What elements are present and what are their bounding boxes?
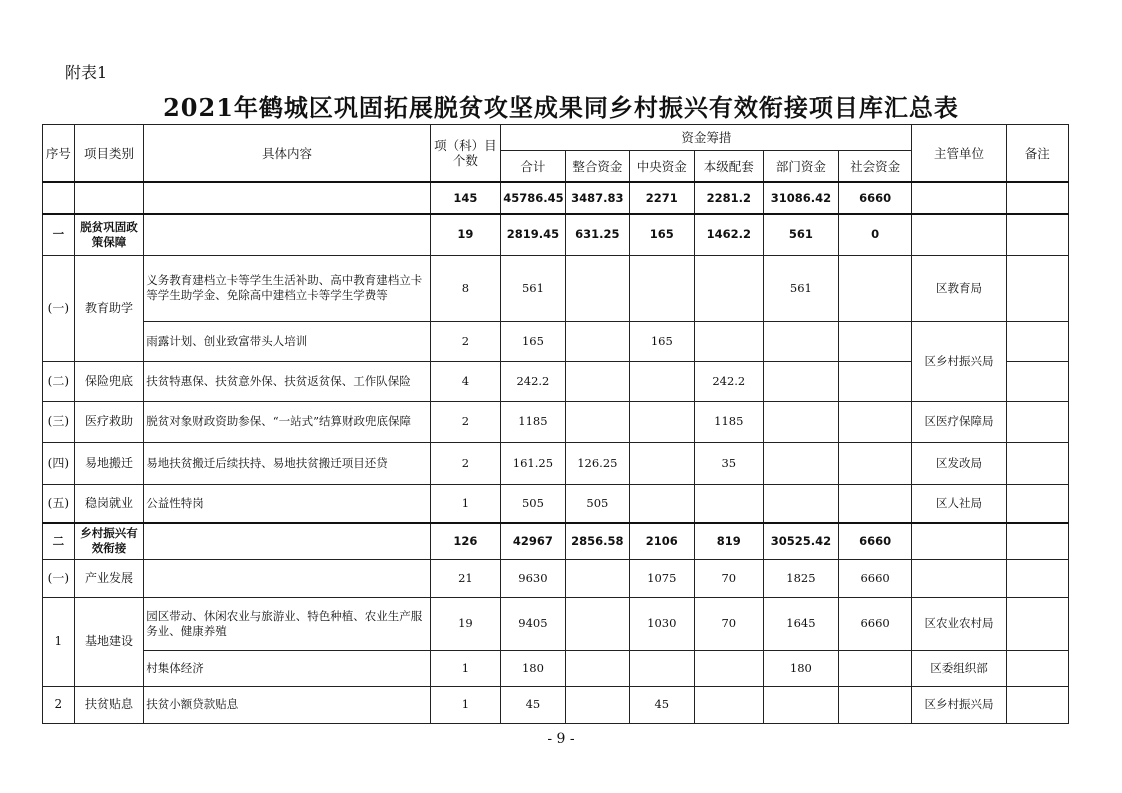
row-note — [1006, 442, 1068, 484]
header-integrated: 整合资金 — [565, 151, 629, 183]
row-social — [838, 484, 912, 523]
section-total: 42967 — [501, 523, 565, 559]
summary-central: 2271 — [630, 182, 694, 214]
row-count: 1 — [430, 484, 501, 523]
section-count: 126 — [430, 523, 501, 559]
section-integrated: 631.25 — [565, 214, 629, 255]
project-summary-table — [42, 124, 1069, 724]
row-social — [838, 361, 912, 401]
row-seq: 2 — [43, 686, 75, 723]
row-count: 2 — [430, 321, 501, 361]
row-note — [1006, 686, 1068, 723]
row-note — [1006, 650, 1068, 686]
header-count: 项（科）目个数 — [430, 125, 501, 183]
row-total: 561 — [501, 255, 565, 321]
row-central — [630, 255, 694, 321]
row-integrated — [565, 559, 629, 597]
summary-count: 145 — [430, 182, 501, 214]
row-dept — [764, 321, 839, 361]
row-social — [838, 321, 912, 361]
row-total: 180 — [501, 650, 565, 686]
row-social — [838, 401, 912, 442]
row-unit — [912, 559, 1006, 597]
row-total: 45 — [501, 686, 565, 723]
row-unit: 区发改局 — [912, 442, 1006, 484]
row-local: 70 — [694, 559, 764, 597]
row-seq: (一) — [43, 559, 75, 597]
header-funds-group: 资金筹措 — [501, 125, 912, 151]
row-total: 242.2 — [501, 361, 565, 401]
row-count: 19 — [430, 597, 501, 650]
appendix-label: 附表1 — [65, 63, 108, 82]
row-local — [694, 484, 764, 523]
row-total: 505 — [501, 484, 565, 523]
row-central: 165 — [630, 321, 694, 361]
section-social: 0 — [838, 214, 912, 255]
row-category: 医疗救助 — [74, 401, 144, 442]
row-central — [630, 650, 694, 686]
row-category: 稳岗就业 — [74, 484, 144, 523]
row-seq: (二) — [43, 361, 75, 401]
row-central: 1075 — [630, 559, 694, 597]
row-dept: 1825 — [764, 559, 839, 597]
table-row — [43, 442, 1069, 484]
summary-row — [43, 182, 1069, 214]
row-category: 易地搬迁 — [74, 442, 144, 484]
section-seq: 一 — [43, 214, 75, 255]
row-category: 教育助学 — [74, 255, 144, 361]
summary-total: 45786.45 — [501, 182, 565, 214]
section-integrated: 2856.58 — [565, 523, 629, 559]
page-number: - 9 - — [547, 731, 575, 747]
section-dept: 30525.42 — [764, 523, 839, 559]
table-row — [43, 559, 1069, 597]
table-row — [43, 686, 1069, 723]
row-seq: 1 — [43, 597, 75, 686]
row-total: 161.25 — [501, 442, 565, 484]
row-content: 园区带动、休闲农业与旅游业、特色种植、农业生产服务业、健康养殖 — [144, 597, 430, 650]
row-seq: (四) — [43, 442, 75, 484]
section-row — [43, 214, 1069, 255]
row-dept: 1645 — [764, 597, 839, 650]
section-local: 819 — [694, 523, 764, 559]
row-local: 70 — [694, 597, 764, 650]
section-central: 2106 — [630, 523, 694, 559]
row-count: 21 — [430, 559, 501, 597]
table-row — [43, 401, 1069, 442]
row-count: 1 — [430, 686, 501, 723]
row-count: 1 — [430, 650, 501, 686]
row-integrated: 505 — [565, 484, 629, 523]
row-unit: 区人社局 — [912, 484, 1006, 523]
section-central: 165 — [630, 214, 694, 255]
row-integrated — [565, 321, 629, 361]
row-dept — [764, 442, 839, 484]
document-title: 2021年鹤城区巩固拓展脱贫攻坚成果同乡村振兴有效衔接项目库汇总表 — [163, 93, 959, 122]
section-dept: 561 — [764, 214, 839, 255]
row-local: 242.2 — [694, 361, 764, 401]
row-content: 扶贫小额贷款贴息 — [144, 686, 430, 723]
row-total: 9630 — [501, 559, 565, 597]
header-unit: 主管单位 — [912, 125, 1006, 183]
row-content: 脱贫对象财政资助参保、“一站式”结算财政兜底保障 — [144, 401, 430, 442]
header-total: 合计 — [501, 151, 565, 183]
summary-social: 6660 — [838, 182, 912, 214]
section-row — [43, 523, 1069, 559]
section-local: 1462.2 — [694, 214, 764, 255]
row-note — [1006, 484, 1068, 523]
row-category: 基地建设 — [74, 597, 144, 686]
summary-integrated: 3487.83 — [565, 182, 629, 214]
row-integrated — [565, 401, 629, 442]
row-note — [1006, 361, 1068, 401]
row-note — [1006, 255, 1068, 321]
row-content: 扶贫特惠保、扶贫意外保、扶贫返贫保、工作队保险 — [144, 361, 430, 401]
table-row — [43, 597, 1069, 650]
row-integrated — [565, 650, 629, 686]
row-note — [1006, 401, 1068, 442]
row-unit-merged: 区乡村振兴局 — [912, 321, 1006, 401]
header-social: 社会资金 — [838, 151, 912, 183]
row-count: 2 — [430, 401, 501, 442]
row-integrated — [565, 686, 629, 723]
header-dept: 部门资金 — [764, 151, 839, 183]
row-total: 165 — [501, 321, 565, 361]
row-note — [1006, 321, 1068, 361]
section-category: 乡村振兴有效衔接 — [74, 523, 144, 559]
row-content: 雨露计划、创业致富带头人培训 — [144, 321, 430, 361]
section-total: 2819.45 — [501, 214, 565, 255]
row-social: 6660 — [838, 559, 912, 597]
section-category: 脱贫巩固政策保障 — [74, 214, 144, 255]
row-content: 易地扶贫搬迁后续扶持、易地扶贫搬迁项目还贷 — [144, 442, 430, 484]
row-local: 35 — [694, 442, 764, 484]
row-note — [1006, 559, 1068, 597]
row-count: 8 — [430, 255, 501, 321]
table-row — [43, 321, 1069, 361]
row-social — [838, 650, 912, 686]
row-integrated — [565, 255, 629, 321]
row-category: 产业发展 — [74, 559, 144, 597]
row-content: 义务教育建档立卡等学生生活补助、高中教育建档立卡等学生助学金、免除高中建档立卡等学生学费等 — [144, 255, 430, 321]
summary-local: 2281.2 — [694, 182, 764, 214]
row-total: 1185 — [501, 401, 565, 442]
row-count: 2 — [430, 442, 501, 484]
row-integrated: 126.25 — [565, 442, 629, 484]
section-seq: 二 — [43, 523, 75, 559]
row-note — [1006, 597, 1068, 650]
row-seq: (一) — [43, 255, 75, 361]
header-category: 项目类别 — [74, 125, 144, 183]
row-local — [694, 255, 764, 321]
row-central — [630, 442, 694, 484]
row-content: 公益性特岗 — [144, 484, 430, 523]
row-category: 扶贫贴息 — [74, 686, 144, 723]
row-unit: 区乡村振兴局 — [912, 686, 1006, 723]
row-central — [630, 484, 694, 523]
row-social — [838, 442, 912, 484]
header-local: 本级配套 — [694, 151, 764, 183]
row-local — [694, 650, 764, 686]
row-local: 1185 — [694, 401, 764, 442]
table-row — [43, 650, 1069, 686]
header-seq: 序号 — [43, 125, 75, 183]
row-seq: (三) — [43, 401, 75, 442]
row-seq: (五) — [43, 484, 75, 523]
table-row — [43, 255, 1069, 321]
header-central: 中央资金 — [630, 151, 694, 183]
row-social — [838, 255, 912, 321]
row-integrated — [565, 361, 629, 401]
table-row — [43, 484, 1069, 523]
row-unit: 区教育局 — [912, 255, 1006, 321]
header-row — [43, 125, 1069, 151]
row-dept: 180 — [764, 650, 839, 686]
row-total: 9405 — [501, 597, 565, 650]
section-count: 19 — [430, 214, 501, 255]
row-dept — [764, 361, 839, 401]
row-count: 4 — [430, 361, 501, 401]
row-central: 45 — [630, 686, 694, 723]
row-local — [694, 686, 764, 723]
row-content: 村集体经济 — [144, 650, 430, 686]
row-integrated — [565, 597, 629, 650]
row-central — [630, 361, 694, 401]
row-dept — [764, 401, 839, 442]
row-dept: 561 — [764, 255, 839, 321]
summary-dept: 31086.42 — [764, 182, 839, 214]
row-unit: 区农业农村局 — [912, 597, 1006, 650]
row-unit: 区委组织部 — [912, 650, 1006, 686]
row-social: 6660 — [838, 597, 912, 650]
row-content — [144, 559, 430, 597]
row-central — [630, 401, 694, 442]
row-local — [694, 321, 764, 361]
row-unit: 区医疗保障局 — [912, 401, 1006, 442]
row-social — [838, 686, 912, 723]
row-central: 1030 — [630, 597, 694, 650]
header-content: 具体内容 — [144, 125, 430, 183]
section-social: 6660 — [838, 523, 912, 559]
row-dept — [764, 484, 839, 523]
row-category: 保险兜底 — [74, 361, 144, 401]
header-note: 备注 — [1006, 125, 1068, 183]
row-dept — [764, 686, 839, 723]
